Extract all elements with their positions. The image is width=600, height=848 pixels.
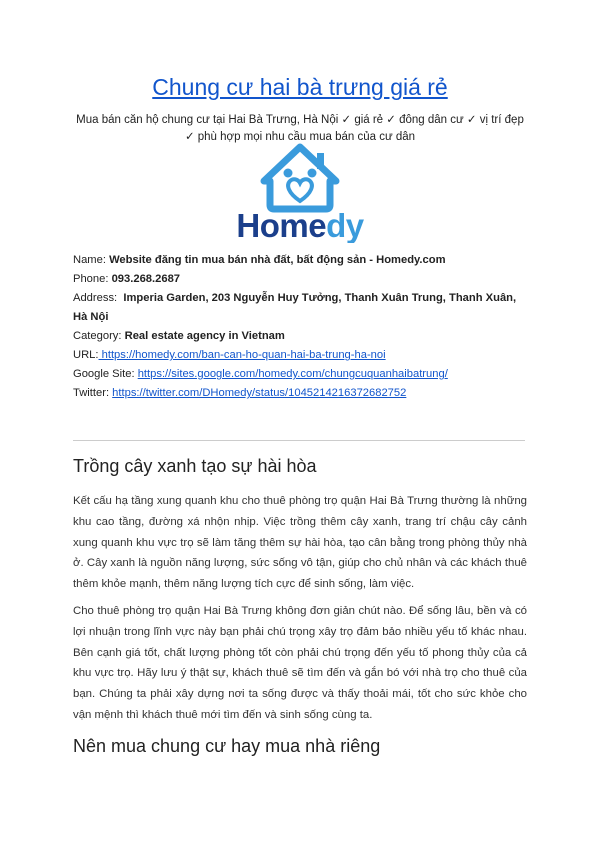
google-site-link[interactable]: https://sites.google.com/homedy.com/chungcuquanhaibatrung/ <box>137 368 448 380</box>
info-category: Category: Real estate agency in Vietnam <box>73 330 285 342</box>
url-link[interactable]: https://homedy.com/ban-can-ho-quan-hai-ba-trung-ha-noi <box>98 349 386 361</box>
house-heart-icon <box>226 143 374 243</box>
homedy-logo <box>226 143 374 243</box>
info-phone: Phone: 093.268.2687 <box>73 273 181 285</box>
twitter-link[interactable]: https://twitter.com/DHomedy/status/1045214216372682752 <box>112 387 407 399</box>
info-category-value: Real estate agency in Vietnam <box>124 330 285 342</box>
page-subtitle: Mua bán căn hộ chung cư tại Hai Bà Trưng, Hà Nội ✓ giá rẻ ✓ đông dân cư ✓ vị trí đẹp ✓ phù hợp mọi nhu cầu mua bán của cư dân <box>76 114 524 143</box>
paragraph-2: Cho thuê phòng trọ quận Hai Bà Trưng không đơn giản chút nào. Để sống lâu, bền và có lợi nhuận trong lĩnh vực này bạn phải chú trọng xây trọ đảm bảo nhiều yếu tố khác nhau. Bên cạnh giá tốt, chất lượng phòng tốt còn phải chú trọng đến yếu tố phong thủy của cả khu vực trọ. Hãy lưu ý thật sự, khách thuê sẽ tìm đến và gắn bó với nhà trọ cho thuê của bạn. Chúng ta phải xây dựng nơi ta sống được và thấy thoải mái, tốt cho sức khỏe cho vận mệnh thì khách thuê mới tìm đến và sinh sống cùng ta. <box>73 605 527 721</box>
svg-text:Homedy: Homedy <box>236 207 364 243</box>
info-address-value: Imperia Garden, 203 Nguyễn Huy Tưởng, Thanh Xuân Trung, Thanh Xuân, Hà Nội <box>73 292 517 323</box>
info-phone-value: 093.268.2687 <box>111 273 181 285</box>
info-name-value: Website đăng tin mua bán nhà đất, bất động sản - Homedy.com <box>109 254 446 266</box>
info-twitter: Twitter: https://twitter.com/DHomedy/status/1045214216372682752 <box>73 387 407 399</box>
page-title[interactable]: Chung cư hai bà trưng giá rẻ <box>152 74 448 100</box>
paragraph-1: Kết cấu hạ tầng xung quanh khu cho thuê phòng trọ quận Hai Bà Trưng thường là những khu cao tầng, đường xá nhộn nhịp. Việc trồng thêm cây xanh, trang trí chậu cây cảnh xung quanh khu vực trọ sẽ làm tăng thêm sự hài hòa, tạo cân bằng trong phòng thủy nhà ở. Cây xanh là nguồn năng lượng, sức sống vô tận, giúp cho chủ nhân và các khách thuê thêm khỏe mạnh, thêm năng lượng tích cực để sinh sống, làm việc. <box>73 495 527 591</box>
business-info <box>73 251 533 403</box>
info-google-site: Google Site: https://sites.google.com/homedy.com/chungcuquanhaibatrung/ <box>73 368 448 380</box>
section-heading-apartment-vs-house: Nên mua chung cư hay mua nhà riêng <box>73 736 381 756</box>
section-heading-green-trees: Trồng cây xanh tạo sự hài hòa <box>73 456 317 476</box>
info-url: URL: https://homedy.com/ban-can-ho-quan-hai-ba-trung-ha-noi <box>73 349 386 361</box>
divider <box>73 440 525 441</box>
info-address: Address: Imperia Garden, 203 Nguyễn Huy Tưởng, Thanh Xuân Trung, Thanh Xuân, Hà Nội <box>73 292 517 323</box>
info-name: Name: Website đăng tin mua bán nhà đất, bất động sản - Homedy.com <box>73 254 446 266</box>
